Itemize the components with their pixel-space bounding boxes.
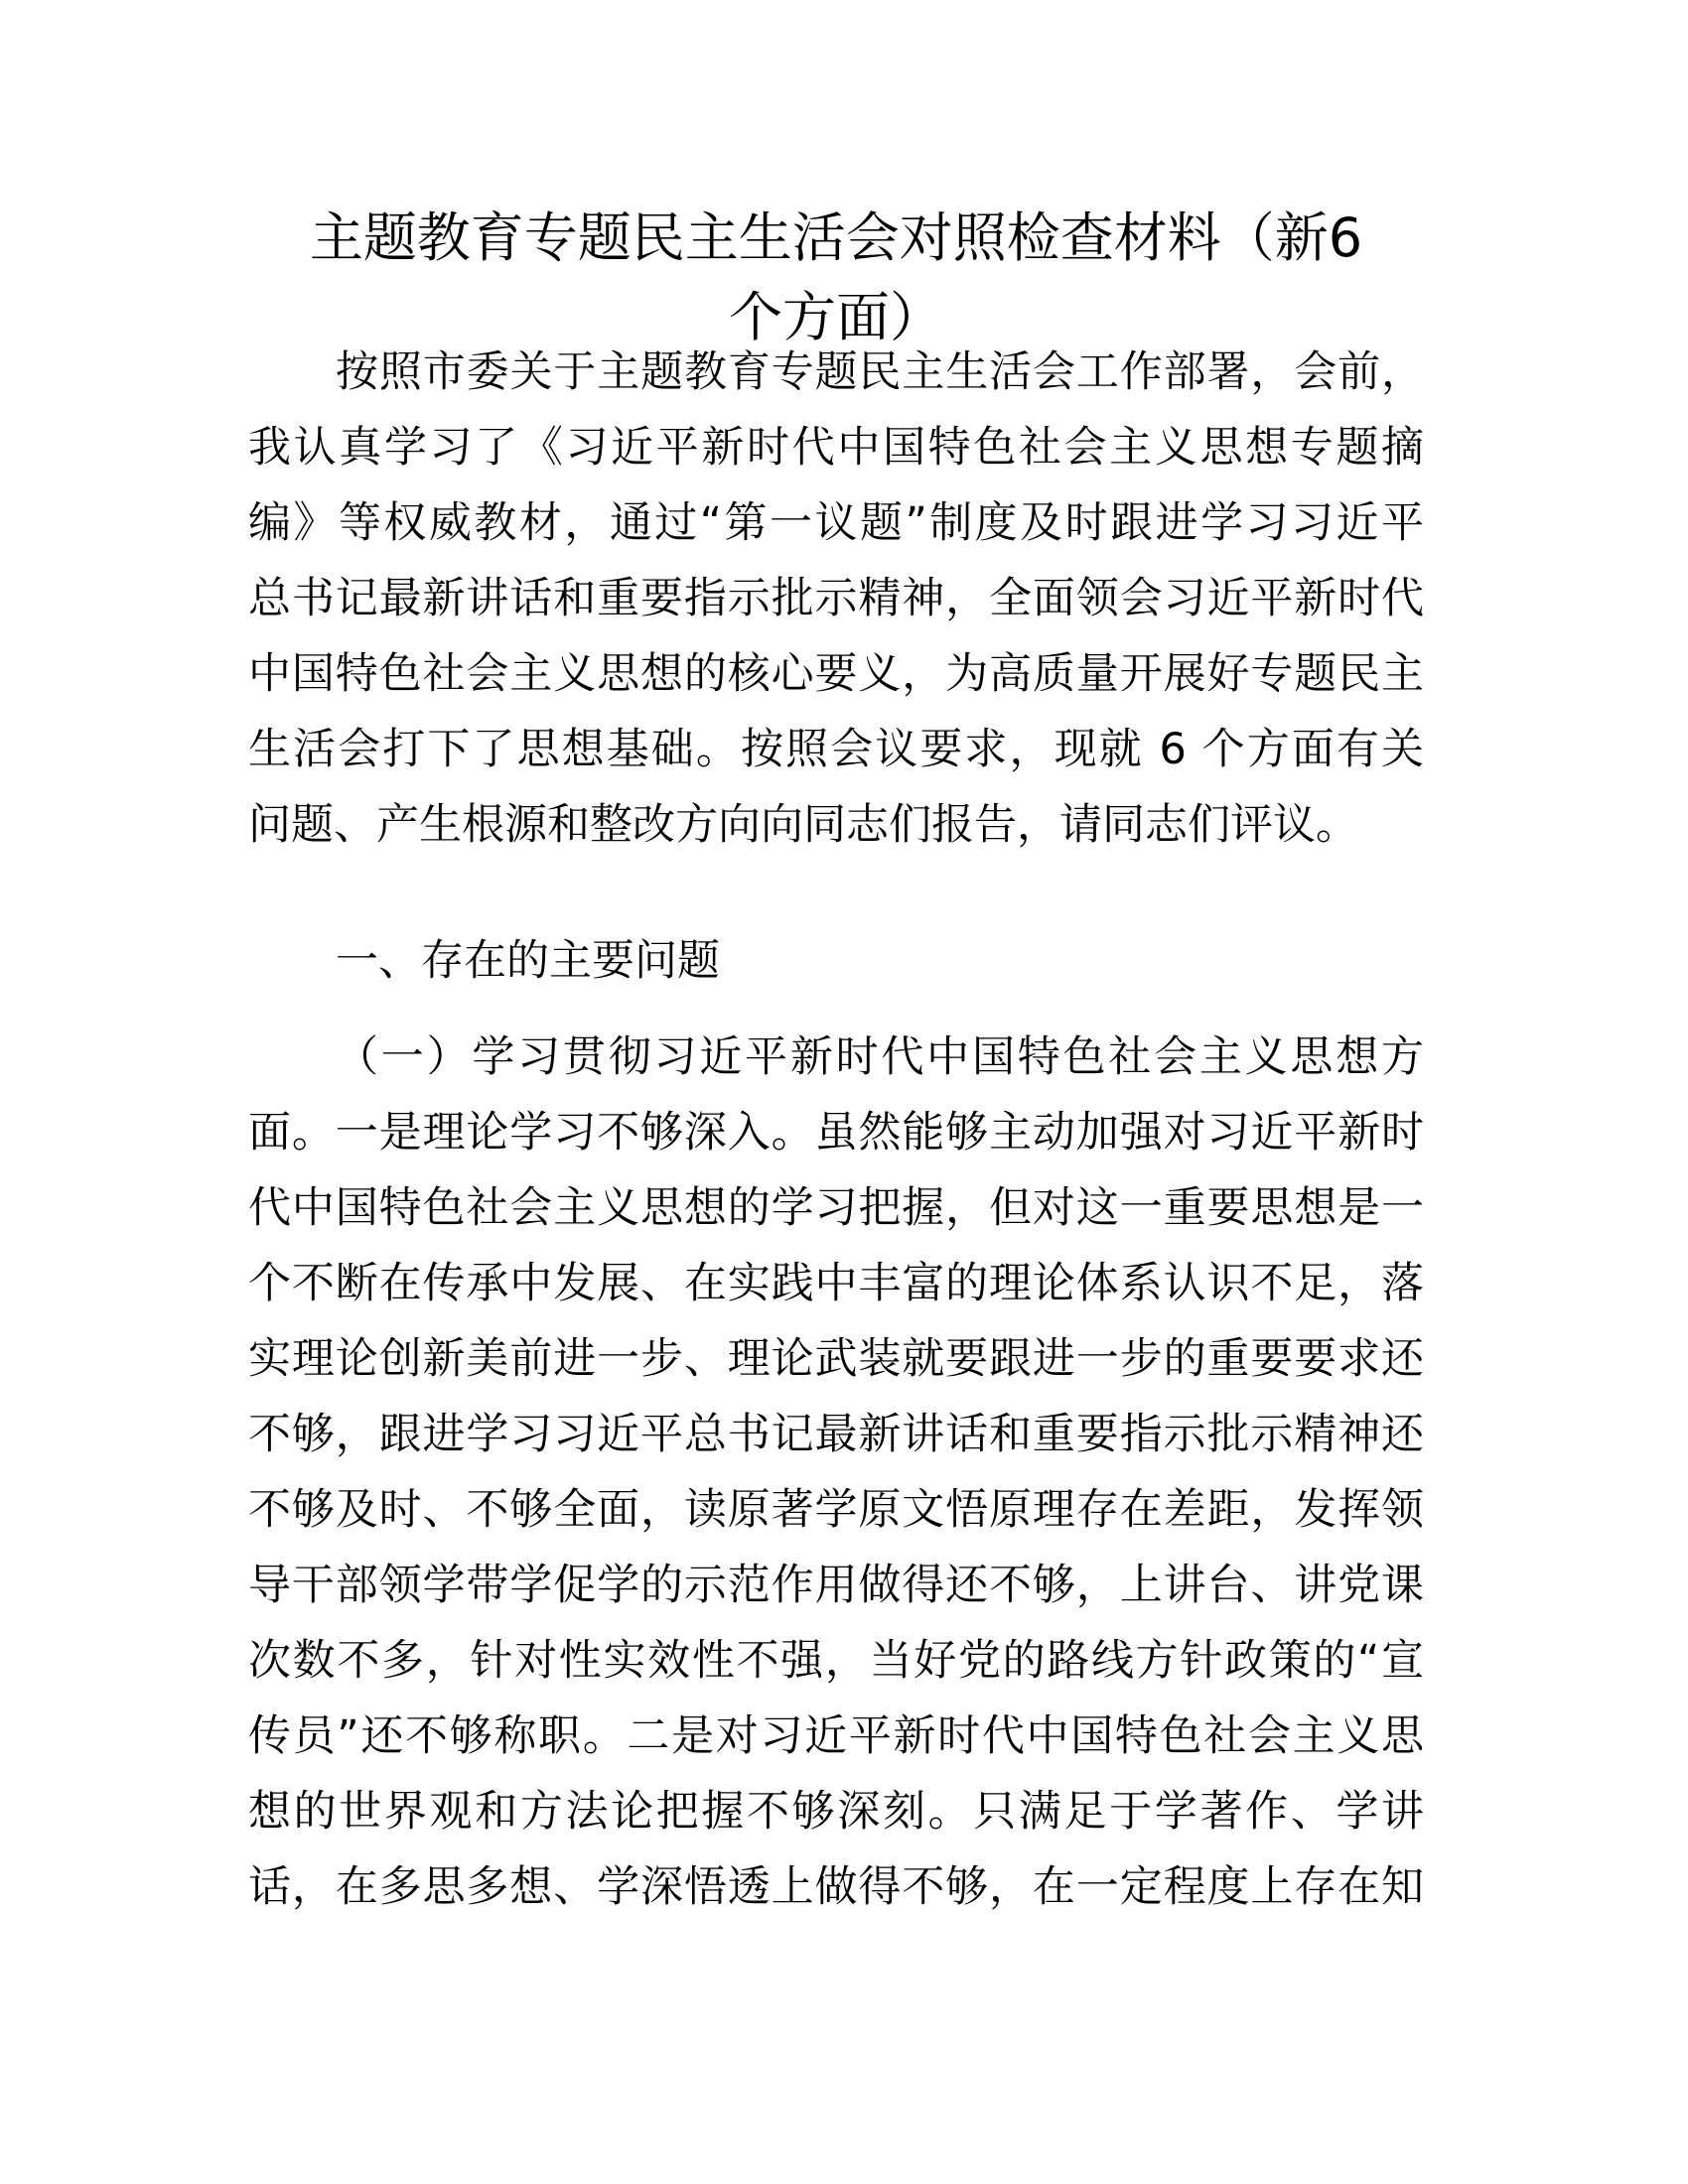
section1-line: 个不断在传承中发展、在实践中丰富的理论体系认识不足，落 [248,1259,1424,1308]
intro-line: 按照市委关于主题教育专题民主生活会工作部署，会前， [336,347,1424,397]
intro-line: 生活会打下了思想基础。按照会议要求，现就 6 个方面有关 [248,725,1424,774]
section1-line: 实理论创新美前进一步、理论武装就要跟进一步的重要要求还 [248,1334,1424,1384]
section1-line: 想的世界观和方法论把握不够深刻。只满足于学著作、学讲 [248,1787,1424,1837]
section1-line: 次数不多，针对性实效性不强，当好党的路线方针政策的“宣 [248,1636,1424,1686]
intro-line: 我认真学习了《习近平新时代中国特色社会主义思想专题摘 [248,423,1424,473]
title-line-1: 主题教育专题民主生活会对照检查材料（新6 [309,206,1363,269]
section1-line: 导干部领学带学促学的示范作用做得还不够，上讲台、讲党课 [248,1561,1424,1610]
section1-line: 代中国特色社会主义思想的学习把握，但对这一重要思想是一 [248,1183,1424,1233]
intro-line: 总书记最新讲话和重要指示批示精神，全面领会习近平新时代 [248,574,1424,623]
section1-line: 不够及时、不够全面，读原著学原文悟原理存在差距，发挥领 [248,1485,1424,1535]
section1-line: 不够，跟进学习习近平总书记最新讲话和重要指示批示精神还 [248,1410,1424,1459]
section1-line: 传员”还不够称职。二是对习近平新时代中国特色社会主义思 [248,1711,1424,1761]
section1-line: 面。一是理论学习不够深入。虽然能够主动加强对习近平新时 [248,1108,1424,1158]
intro-line: 编》等权威教材，通过“第一议题”制度及时跟进学习习近平 [248,498,1424,548]
intro-line: 中国特色社会主义思想的核心要义，为高质量开展好专题民主 [248,649,1424,699]
intro-line: 问题、产生根源和整改方向向同志们报告，请同志们评议。 [248,800,1358,850]
section1-line: （一）学习贯彻习近平新时代中国特色社会主义思想方 [336,1032,1424,1082]
section-heading: 一、存在的主要问题 [336,936,720,986]
section1-line: 话，在多思多想、学深悟透上做得不够，在一定程度上存在知 [248,1862,1424,1912]
title-line-2: 个方面） [729,286,943,348]
